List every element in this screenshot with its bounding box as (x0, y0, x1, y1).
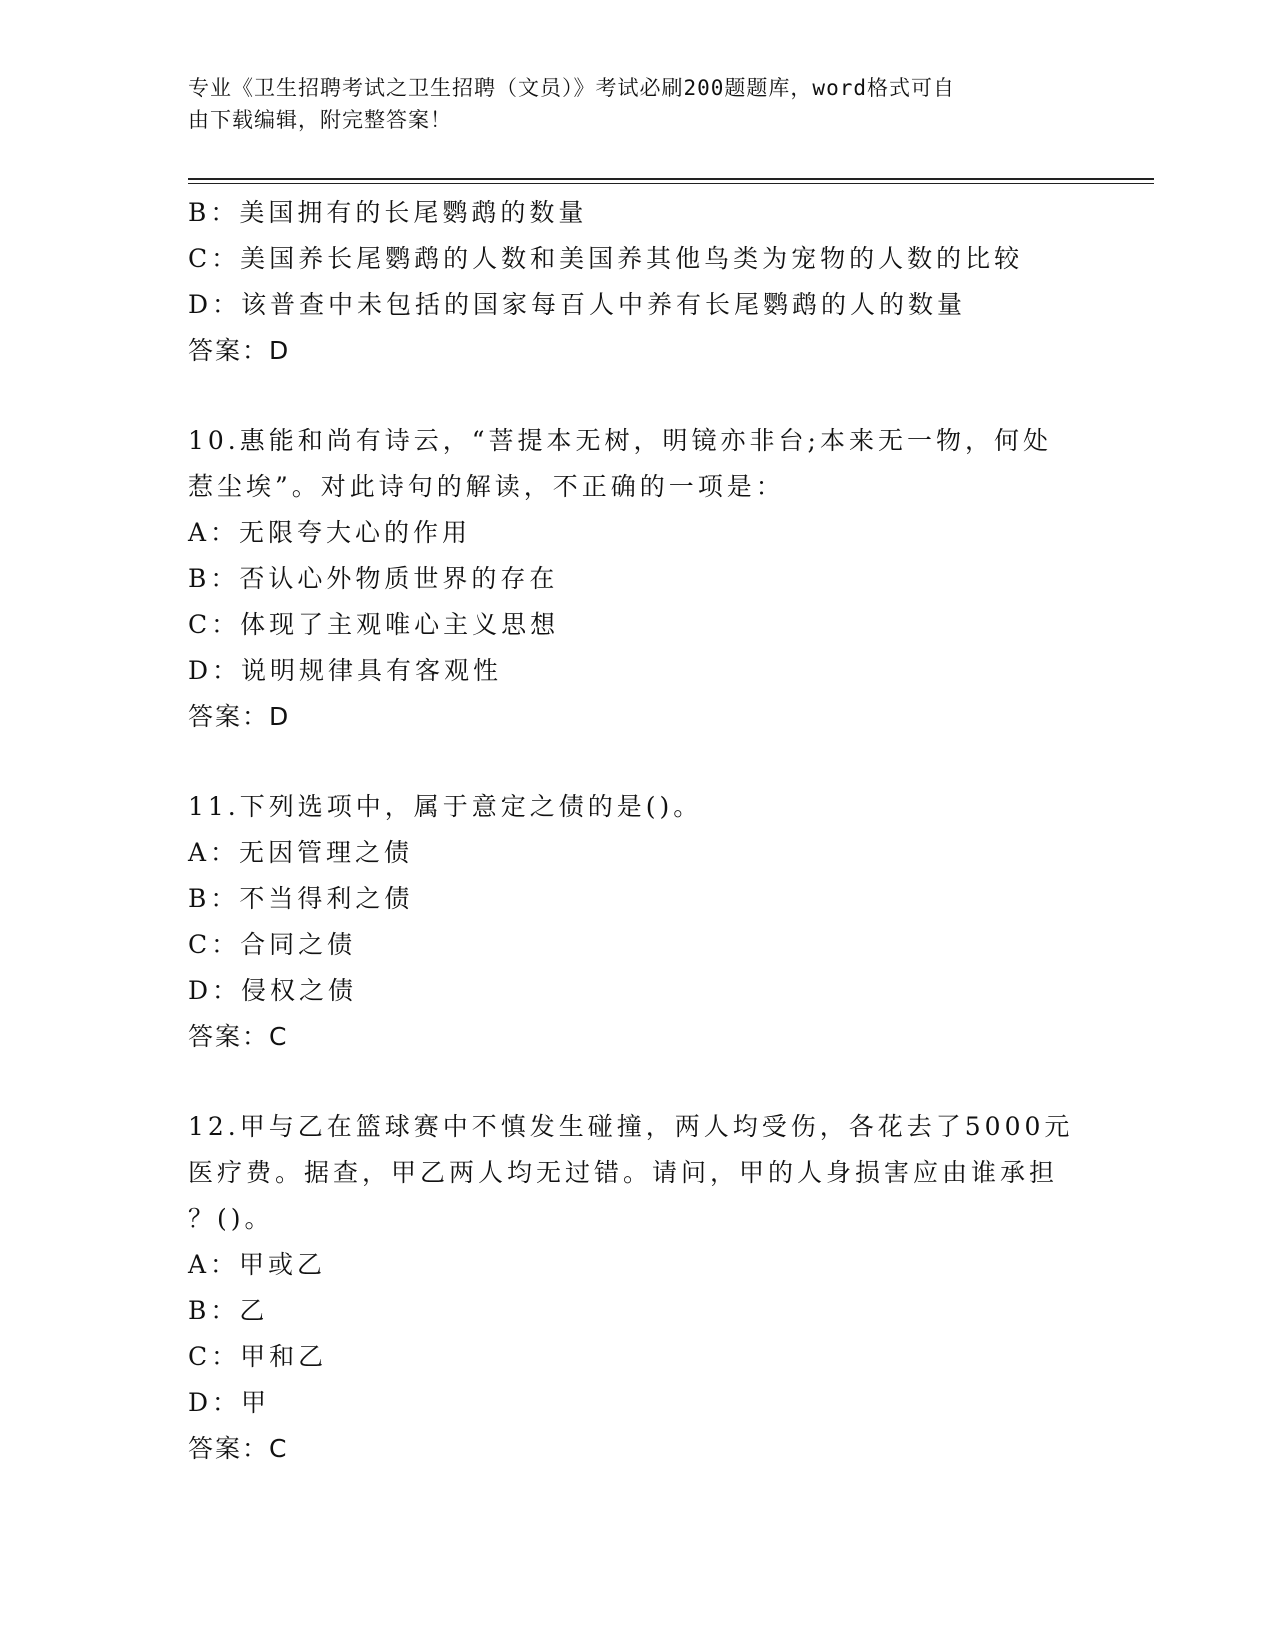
answer-line: 答案：D (188, 702, 291, 731)
option-d: D：该普查中未包括的国家每百人中养有长尾鹦鹉的人的数量 (188, 290, 967, 319)
question-12 (188, 1104, 1088, 1472)
option-a: A：无限夸大心的作用 (188, 518, 472, 547)
question-stem-end: ？()。 (188, 1204, 274, 1233)
option-c: C：甲和乙 (188, 1342, 328, 1371)
header-line-1: 专业《卫生招聘考试之卫生招聘（文员）》考试必刷200题题库，word格式可自 (188, 76, 955, 100)
document-header (188, 72, 1068, 136)
header-line-2: 由下载编辑，附完整答案！ (188, 108, 452, 132)
header-divider-thick (188, 178, 1154, 180)
answer-line: 答案：C (188, 1022, 289, 1051)
option-b: B：不当得利之债 (188, 884, 414, 913)
option-c: C：合同之债 (188, 930, 357, 959)
option-a: A：无因管理之债 (188, 838, 414, 867)
option-a: A：甲或乙 (188, 1250, 327, 1279)
question-11 (188, 784, 1088, 1060)
question-stem-cont: 惹尘埃”。对此诗句的解读，不正确的一项是： (188, 472, 785, 501)
answer-line: 答案：C (188, 1434, 289, 1463)
option-b: B：美国拥有的长尾鹦鹉的数量 (188, 198, 588, 227)
header-divider-thin (188, 183, 1154, 184)
question-list (188, 190, 1088, 1472)
question-9-continued (188, 190, 1088, 374)
option-c: C：体现了主观唯心主义思想 (188, 610, 560, 639)
option-c: C：美国养长尾鹦鹉的人数和美国养其他鸟类为宠物的人数的比较 (188, 244, 1024, 273)
question-stem-cont: 医疗费。据查，甲乙两人均无过错。请问，甲的人身损害应由谁承担 (188, 1158, 1059, 1187)
question-stem: 10.惠能和尚有诗云，“菩提本无树，明镜亦非台;本来无一物，何处 (188, 426, 1052, 455)
option-d: D：说明规律具有客观性 (188, 656, 503, 685)
option-d: D：侵权之债 (188, 976, 358, 1005)
option-b: B：乙 (188, 1296, 269, 1325)
question-10 (188, 418, 1088, 740)
answer-line: 答案：D (188, 336, 291, 365)
question-stem: 12.甲与乙在篮球赛中不慎发生碰撞，两人均受伤，各花去了5000元 (188, 1112, 1074, 1141)
option-d: D：甲 (188, 1388, 271, 1417)
option-b: B：否认心外物质世界的存在 (188, 564, 559, 593)
question-stem: 11.下列选项中，属于意定之债的是()。 (188, 792, 703, 821)
